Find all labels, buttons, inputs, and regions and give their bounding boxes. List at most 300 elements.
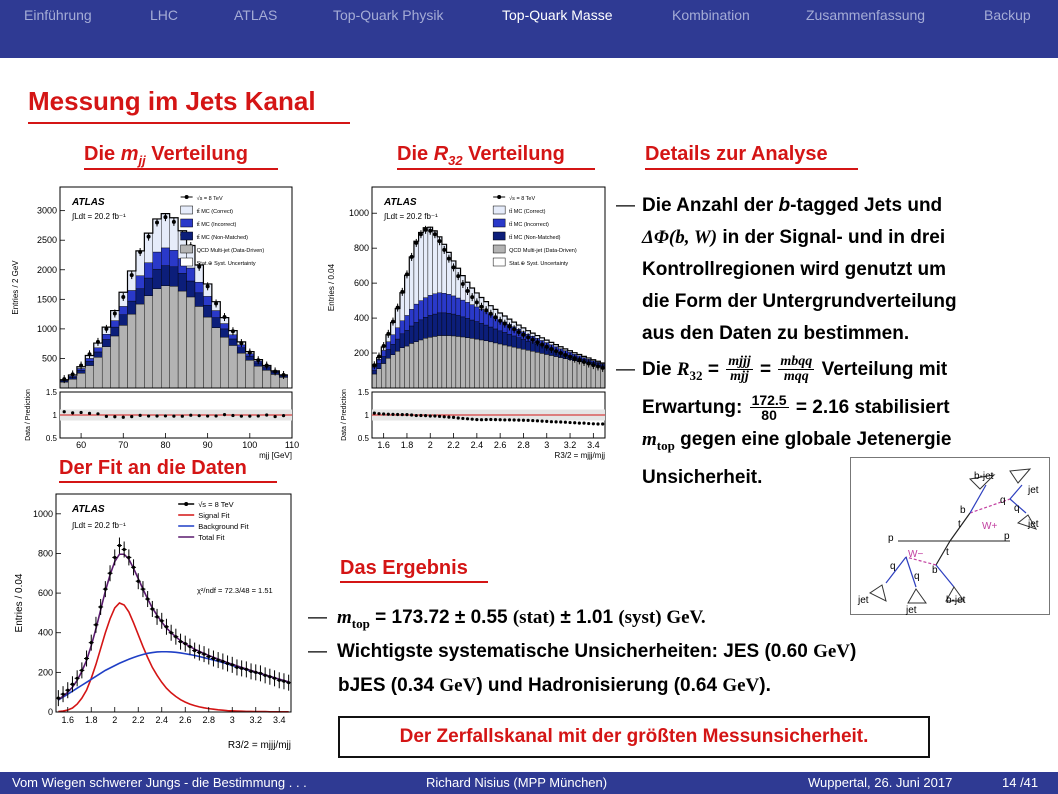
stack-bar bbox=[568, 360, 573, 388]
ratio-point bbox=[96, 412, 99, 415]
section-title-details-underline bbox=[645, 168, 858, 170]
stack-bar bbox=[451, 296, 456, 314]
stack-bar bbox=[475, 307, 480, 322]
result-systematics-line-2: bJES (0.34 GeV) und Hadronisierung (0.64 GeV). bbox=[338, 675, 771, 696]
data-point bbox=[123, 548, 126, 551]
x-tick-label: 1.6 bbox=[61, 715, 75, 725]
y-tick-label: 0 bbox=[47, 707, 53, 717]
legend-swatch bbox=[181, 206, 193, 214]
stack-bar bbox=[127, 290, 135, 301]
data-point bbox=[410, 255, 414, 259]
data-point bbox=[573, 357, 577, 361]
data-point bbox=[235, 666, 238, 669]
data-point bbox=[382, 344, 386, 348]
stack-bar bbox=[203, 317, 211, 388]
data-point bbox=[254, 671, 257, 674]
stack-bar bbox=[161, 266, 169, 286]
data-point bbox=[245, 668, 248, 671]
legend-entry: tt̄ MC (Correct) bbox=[509, 209, 546, 215]
data-point bbox=[202, 653, 205, 656]
data-point bbox=[71, 372, 75, 376]
stack-bar bbox=[237, 348, 245, 353]
stack-bar bbox=[456, 298, 461, 315]
x-tick-label: 3.4 bbox=[272, 715, 286, 725]
data-point bbox=[489, 312, 493, 316]
stack-bar bbox=[178, 291, 186, 388]
data-point bbox=[141, 588, 144, 591]
y-tick-label: 200 bbox=[37, 667, 53, 678]
diagram-label: q bbox=[1000, 495, 1006, 506]
section-title-r32-underline bbox=[397, 168, 595, 170]
diagram-label: q bbox=[1014, 503, 1020, 514]
data-point bbox=[172, 220, 176, 224]
stack-bar bbox=[502, 345, 507, 388]
x-tick-label: 3 bbox=[544, 440, 550, 450]
legend-marker bbox=[184, 502, 188, 506]
ratio-point bbox=[63, 410, 66, 413]
diagram-label: t bbox=[958, 519, 961, 530]
stack-bar bbox=[461, 300, 466, 317]
y-tick-label: 400 bbox=[37, 627, 53, 638]
ratio-point bbox=[596, 422, 599, 425]
data-point bbox=[62, 377, 66, 381]
stack-bar bbox=[136, 276, 144, 289]
stack-bar bbox=[405, 346, 410, 388]
data-point bbox=[507, 324, 511, 328]
ratio-point bbox=[517, 419, 520, 422]
ratio-point bbox=[531, 419, 534, 422]
stack-bar bbox=[391, 355, 396, 388]
stack-bar bbox=[475, 322, 480, 339]
stack-bar bbox=[414, 322, 419, 341]
stack-bar bbox=[428, 295, 433, 315]
data-point bbox=[79, 364, 83, 368]
data-point bbox=[396, 306, 400, 310]
data-point bbox=[61, 693, 64, 696]
stack-bar bbox=[493, 329, 498, 343]
data-point bbox=[239, 341, 243, 345]
ratio-point bbox=[452, 416, 455, 419]
stack-bar bbox=[377, 364, 382, 369]
data-point bbox=[601, 366, 605, 370]
section-title-r32: Die $R_{32}$ Verteilung bbox=[397, 143, 565, 168]
ratio-point bbox=[527, 419, 530, 422]
stack-bar bbox=[526, 341, 531, 350]
ratio-point bbox=[513, 418, 516, 421]
ratio-point bbox=[88, 412, 91, 415]
ratio-point bbox=[480, 418, 483, 421]
stack-bar bbox=[419, 340, 424, 388]
data-point bbox=[470, 295, 474, 299]
stack-bar bbox=[409, 309, 414, 326]
ratio-point bbox=[189, 414, 192, 417]
stack-bar bbox=[85, 361, 93, 365]
data-point bbox=[377, 355, 381, 359]
stack-bar bbox=[493, 343, 498, 388]
fit-plot bbox=[8, 490, 306, 758]
legend-entry: tt̄ MC (Non-Matched) bbox=[196, 235, 248, 241]
stack-bar bbox=[437, 336, 442, 388]
lumi-label: ∫Ldt = 20.2 fb⁻¹ bbox=[384, 212, 438, 221]
stack-bar bbox=[419, 320, 424, 340]
x-tick-label: 60 bbox=[76, 440, 87, 450]
stack-bar bbox=[428, 337, 433, 388]
stack-bar bbox=[102, 340, 110, 347]
stack-bar bbox=[212, 311, 220, 318]
stack-bar bbox=[409, 326, 414, 343]
ratio-point bbox=[522, 419, 525, 422]
stack-bar bbox=[447, 336, 452, 388]
stack-bar bbox=[461, 337, 466, 388]
data-point bbox=[512, 327, 516, 331]
diagram-label: b-jet bbox=[974, 471, 994, 482]
legend-entry: QCD Multi-jet (Data-Driven) bbox=[196, 248, 265, 254]
data-point bbox=[160, 619, 163, 622]
x-tick-label: 2.4 bbox=[470, 440, 484, 450]
stack-bar bbox=[409, 257, 414, 309]
data-point bbox=[240, 667, 243, 670]
stack-bar bbox=[442, 336, 447, 388]
stack-bar bbox=[136, 289, 144, 304]
stack-bar bbox=[512, 347, 517, 388]
legend-entry: Background Fit bbox=[198, 522, 249, 531]
x-tick-label: 2 bbox=[427, 440, 433, 450]
stack-bar bbox=[68, 379, 76, 388]
section-title-mjj-underline bbox=[84, 168, 278, 170]
legend-swatch bbox=[493, 245, 505, 253]
stack-bar bbox=[254, 366, 262, 388]
stack-bar bbox=[582, 363, 587, 388]
data-point bbox=[456, 274, 460, 278]
legend-swatch bbox=[181, 232, 193, 240]
data-point bbox=[165, 625, 168, 628]
data-point bbox=[146, 597, 149, 600]
ratio-point bbox=[155, 414, 158, 417]
x-tick-label: 2.4 bbox=[155, 715, 169, 725]
stack-bar bbox=[229, 345, 237, 388]
stack-bar bbox=[144, 296, 152, 388]
data-point bbox=[391, 320, 395, 324]
data-point bbox=[273, 369, 277, 373]
stack-bar bbox=[229, 335, 237, 339]
nav-item-einfuehrung[interactable]: Einführung bbox=[24, 7, 92, 23]
stack-bar bbox=[94, 352, 102, 357]
stack-bar bbox=[442, 313, 447, 336]
ratio-point bbox=[443, 415, 446, 418]
ratio-point bbox=[206, 414, 209, 417]
ratio-tick-label: 1 bbox=[364, 411, 369, 420]
stack-bar bbox=[212, 318, 220, 328]
ratio-point bbox=[447, 416, 450, 419]
y-tick-label: 3000 bbox=[36, 205, 57, 216]
data-point bbox=[563, 353, 567, 357]
stack-bar bbox=[144, 278, 152, 296]
data-point bbox=[287, 681, 290, 684]
mjj-distribution-plot bbox=[8, 183, 308, 461]
y-tick-label: 800 bbox=[353, 243, 369, 254]
data-point bbox=[540, 342, 544, 346]
stack-bar bbox=[498, 331, 503, 344]
data-point bbox=[256, 358, 260, 362]
ratio-point bbox=[405, 413, 408, 416]
y-tick-label: 1000 bbox=[36, 323, 57, 334]
diagram-label: b bbox=[960, 505, 966, 516]
data-point bbox=[198, 651, 201, 654]
diagram-label: jet bbox=[906, 605, 917, 615]
stack-bar bbox=[212, 328, 220, 388]
section-title-result-underline bbox=[340, 581, 488, 583]
stack-bar bbox=[409, 343, 414, 388]
ratio-point bbox=[223, 413, 226, 416]
data-point bbox=[88, 352, 92, 356]
y-tick-label: 600 bbox=[37, 588, 53, 599]
x-tick-label: 70 bbox=[118, 440, 129, 450]
data-point bbox=[282, 680, 285, 683]
data-point bbox=[554, 349, 558, 353]
nav-item-lhc[interactable]: LHC bbox=[150, 7, 179, 23]
ratio-point bbox=[257, 414, 260, 417]
ratio-point bbox=[139, 414, 142, 417]
diagram-label: p bbox=[888, 533, 894, 544]
ratio-point bbox=[499, 418, 502, 421]
stack-bar bbox=[530, 351, 535, 388]
data-point bbox=[249, 670, 252, 673]
data-point bbox=[147, 235, 151, 239]
diagram-label: q bbox=[890, 561, 896, 572]
stack-bar bbox=[220, 337, 228, 388]
stack-bar bbox=[153, 252, 161, 269]
data-point bbox=[503, 322, 507, 326]
data-point bbox=[96, 340, 100, 344]
stack-bar bbox=[521, 349, 526, 388]
stack-bar bbox=[144, 263, 152, 278]
stack-bar bbox=[119, 315, 127, 326]
data-point bbox=[386, 332, 390, 336]
nav-item-backup[interactable]: Backup bbox=[984, 7, 1031, 23]
x-tick-label: 3 bbox=[229, 715, 235, 725]
ratio-point bbox=[391, 413, 394, 416]
data-point bbox=[428, 229, 432, 233]
nav-item-top-quark-masse[interactable]: Top-Quark Masse bbox=[502, 7, 613, 23]
data-point bbox=[549, 347, 553, 351]
nav-item-atlas[interactable]: ATLAS bbox=[234, 7, 278, 23]
ratio-point bbox=[274, 415, 277, 418]
atlas-label: ATLAS bbox=[72, 504, 105, 515]
ratio-point bbox=[503, 418, 506, 421]
section-title-fit-underline bbox=[59, 481, 277, 483]
stack-bar bbox=[405, 275, 410, 315]
stack-bar bbox=[507, 334, 512, 346]
stack-bar bbox=[414, 342, 419, 388]
stack-bar bbox=[386, 358, 391, 388]
data-point bbox=[71, 683, 74, 686]
stack-bar bbox=[479, 323, 484, 340]
nav-item-zusammenfassung[interactable]: Zusammenfassung bbox=[806, 7, 926, 23]
y-tick-label: 400 bbox=[353, 313, 369, 324]
result-systematics-line: — Wichtigste systematische Unsicherheiten: JES (0.60 GeV) bbox=[308, 641, 857, 662]
data-point bbox=[591, 363, 595, 367]
stack-bar bbox=[220, 329, 228, 337]
stack-bar bbox=[451, 314, 456, 336]
legend-entry: √s = 8 TeV bbox=[198, 500, 234, 509]
stack-bar bbox=[489, 342, 494, 388]
stack-bar bbox=[558, 358, 563, 388]
data-point bbox=[221, 660, 224, 663]
stack-bar bbox=[572, 361, 577, 388]
ratio-point bbox=[461, 417, 464, 420]
ratio-point bbox=[433, 414, 436, 417]
ratio-tick-label: 1.5 bbox=[45, 388, 57, 397]
x-tick-label: 90 bbox=[202, 440, 213, 450]
stack-bar bbox=[85, 366, 93, 388]
data-point bbox=[57, 697, 60, 700]
stack-bar bbox=[127, 301, 135, 314]
stack-bar bbox=[127, 314, 135, 388]
data-point bbox=[535, 340, 539, 344]
nav-item-top-quark-physik[interactable]: Top-Quark Physik bbox=[333, 7, 444, 23]
stack-bar bbox=[512, 336, 517, 347]
ratio-point bbox=[79, 411, 82, 414]
stack-bar bbox=[475, 339, 480, 388]
data-point bbox=[264, 674, 267, 677]
stack-bar bbox=[484, 341, 489, 388]
stack-bar bbox=[161, 248, 169, 266]
stack-bar bbox=[526, 350, 531, 388]
stack-bar bbox=[530, 343, 535, 352]
chi2-annotation: χ²/ndf = 72.3/48 = 1.51 bbox=[197, 586, 273, 596]
stack-bar bbox=[516, 348, 521, 388]
data-point bbox=[188, 645, 191, 648]
stack-bar bbox=[535, 352, 540, 388]
data-point bbox=[155, 220, 159, 224]
data-point bbox=[480, 305, 484, 309]
stack-bar bbox=[470, 338, 475, 388]
stack-bar bbox=[178, 273, 186, 291]
stack-bar bbox=[400, 293, 405, 321]
ratio-point bbox=[240, 415, 243, 418]
stack-bar bbox=[419, 232, 424, 300]
data-point bbox=[137, 580, 140, 583]
stack-bar bbox=[423, 298, 428, 318]
ratio-point bbox=[471, 418, 474, 421]
legend-entry: tt̄ MC (Non-Matched) bbox=[509, 235, 561, 241]
details-bullet-1: — Die Anzahl der b-tagged Jets und ΔΦ(b, W) in der Signal- und in drei Kontrollregionen wird genutzt um die Form der Untergrundverteilung aus den Daten zu bestimmen. bbox=[616, 195, 957, 344]
ratio-point bbox=[475, 418, 478, 421]
y-tick-label: 1500 bbox=[36, 294, 57, 305]
stack-bar bbox=[136, 304, 144, 388]
section-title-fit: Der Fit an die Daten bbox=[59, 457, 247, 479]
stack-bar bbox=[479, 340, 484, 388]
details-bullet-2: — Die $R_{32}$ = $\frac{\text{mjjj}}{\text{mjj}}$ = $\frac{\text{mbqq}}{\text{mqq}}$ Verteilung mit Erwartung: $\frac{172.5}{80}$ = 2.16 stabilisiert $m_{top}$ gegen eine globale Jetenergie Unsicherheit. bbox=[616, 354, 952, 488]
stack-bar bbox=[203, 305, 211, 317]
data-point bbox=[484, 308, 488, 312]
stack-bar bbox=[419, 301, 424, 320]
stack-bar bbox=[229, 339, 237, 346]
y-tick-label: 500 bbox=[41, 353, 57, 364]
ratio-tick-label: 1 bbox=[52, 411, 57, 420]
data-point bbox=[282, 373, 286, 377]
data-point bbox=[212, 657, 215, 660]
legend-swatch bbox=[181, 258, 193, 266]
stack-bar bbox=[377, 369, 382, 388]
data-point bbox=[526, 335, 530, 339]
stack-bar bbox=[220, 324, 228, 329]
ratio-point bbox=[164, 414, 167, 417]
diagram-label: t bbox=[946, 547, 949, 558]
stack-bar bbox=[544, 354, 549, 388]
stack-bar bbox=[521, 339, 526, 349]
data-point bbox=[193, 649, 196, 652]
stack-bar bbox=[540, 353, 545, 388]
stack-bar bbox=[170, 250, 178, 267]
stack-bar bbox=[372, 374, 377, 388]
data-point bbox=[259, 672, 262, 675]
stack-bar bbox=[381, 364, 386, 388]
stack-bar bbox=[423, 228, 428, 298]
data-point bbox=[104, 327, 108, 331]
data-point bbox=[127, 556, 130, 559]
stack-bar bbox=[437, 293, 442, 313]
stack-bar bbox=[405, 330, 410, 346]
data-point bbox=[151, 607, 154, 610]
stack-bar bbox=[246, 360, 254, 388]
stack-bar bbox=[85, 358, 93, 361]
stack-bar bbox=[271, 374, 279, 388]
stack-bar bbox=[94, 348, 102, 352]
stack-bar bbox=[187, 281, 195, 297]
data-point bbox=[80, 669, 83, 672]
y-tick-label: 800 bbox=[37, 548, 53, 559]
ratio-point bbox=[147, 414, 150, 417]
highlight-box: Der Zerfallskanal mit der größten Messunsicherheit. bbox=[338, 716, 930, 758]
y-tick-label: 1000 bbox=[348, 208, 369, 219]
ratio-point bbox=[373, 412, 376, 415]
ratio-tick-label: 0.5 bbox=[357, 434, 369, 443]
nav-item-kombination[interactable]: Kombination bbox=[672, 7, 750, 23]
atlas-label: ATLAS bbox=[72, 197, 105, 208]
x-tick-label: 2.2 bbox=[131, 715, 145, 725]
stack-bar bbox=[386, 350, 391, 359]
data-point bbox=[118, 544, 121, 547]
data-point bbox=[99, 605, 102, 608]
stack-bar bbox=[187, 297, 195, 388]
ratio-tick-label: 1.5 bbox=[357, 388, 369, 397]
stack-bar bbox=[577, 362, 582, 388]
stack-bar bbox=[400, 348, 405, 388]
x-tick-label: 3.4 bbox=[587, 440, 600, 450]
data-point bbox=[113, 556, 116, 559]
ratio-point bbox=[508, 418, 511, 421]
footer-page-number[interactable]: 14 /41 bbox=[1002, 775, 1039, 790]
ratio-point bbox=[387, 413, 390, 416]
x-tick-label: 2.6 bbox=[178, 715, 192, 725]
stack-bar bbox=[102, 347, 110, 388]
data-point bbox=[104, 588, 107, 591]
stack-bar bbox=[170, 267, 178, 287]
stack-bar bbox=[262, 370, 270, 388]
data-point bbox=[400, 290, 404, 294]
ratio-point bbox=[396, 413, 399, 416]
ratio-point bbox=[429, 414, 432, 417]
ratio-point bbox=[231, 414, 234, 417]
y-tick-label: 2500 bbox=[36, 235, 57, 246]
data-point bbox=[414, 241, 418, 245]
data-point bbox=[170, 631, 173, 634]
stack-bar bbox=[563, 359, 568, 388]
data-point bbox=[498, 319, 502, 323]
x-tick-label: 2.8 bbox=[517, 440, 530, 450]
ratio-point bbox=[71, 411, 74, 414]
